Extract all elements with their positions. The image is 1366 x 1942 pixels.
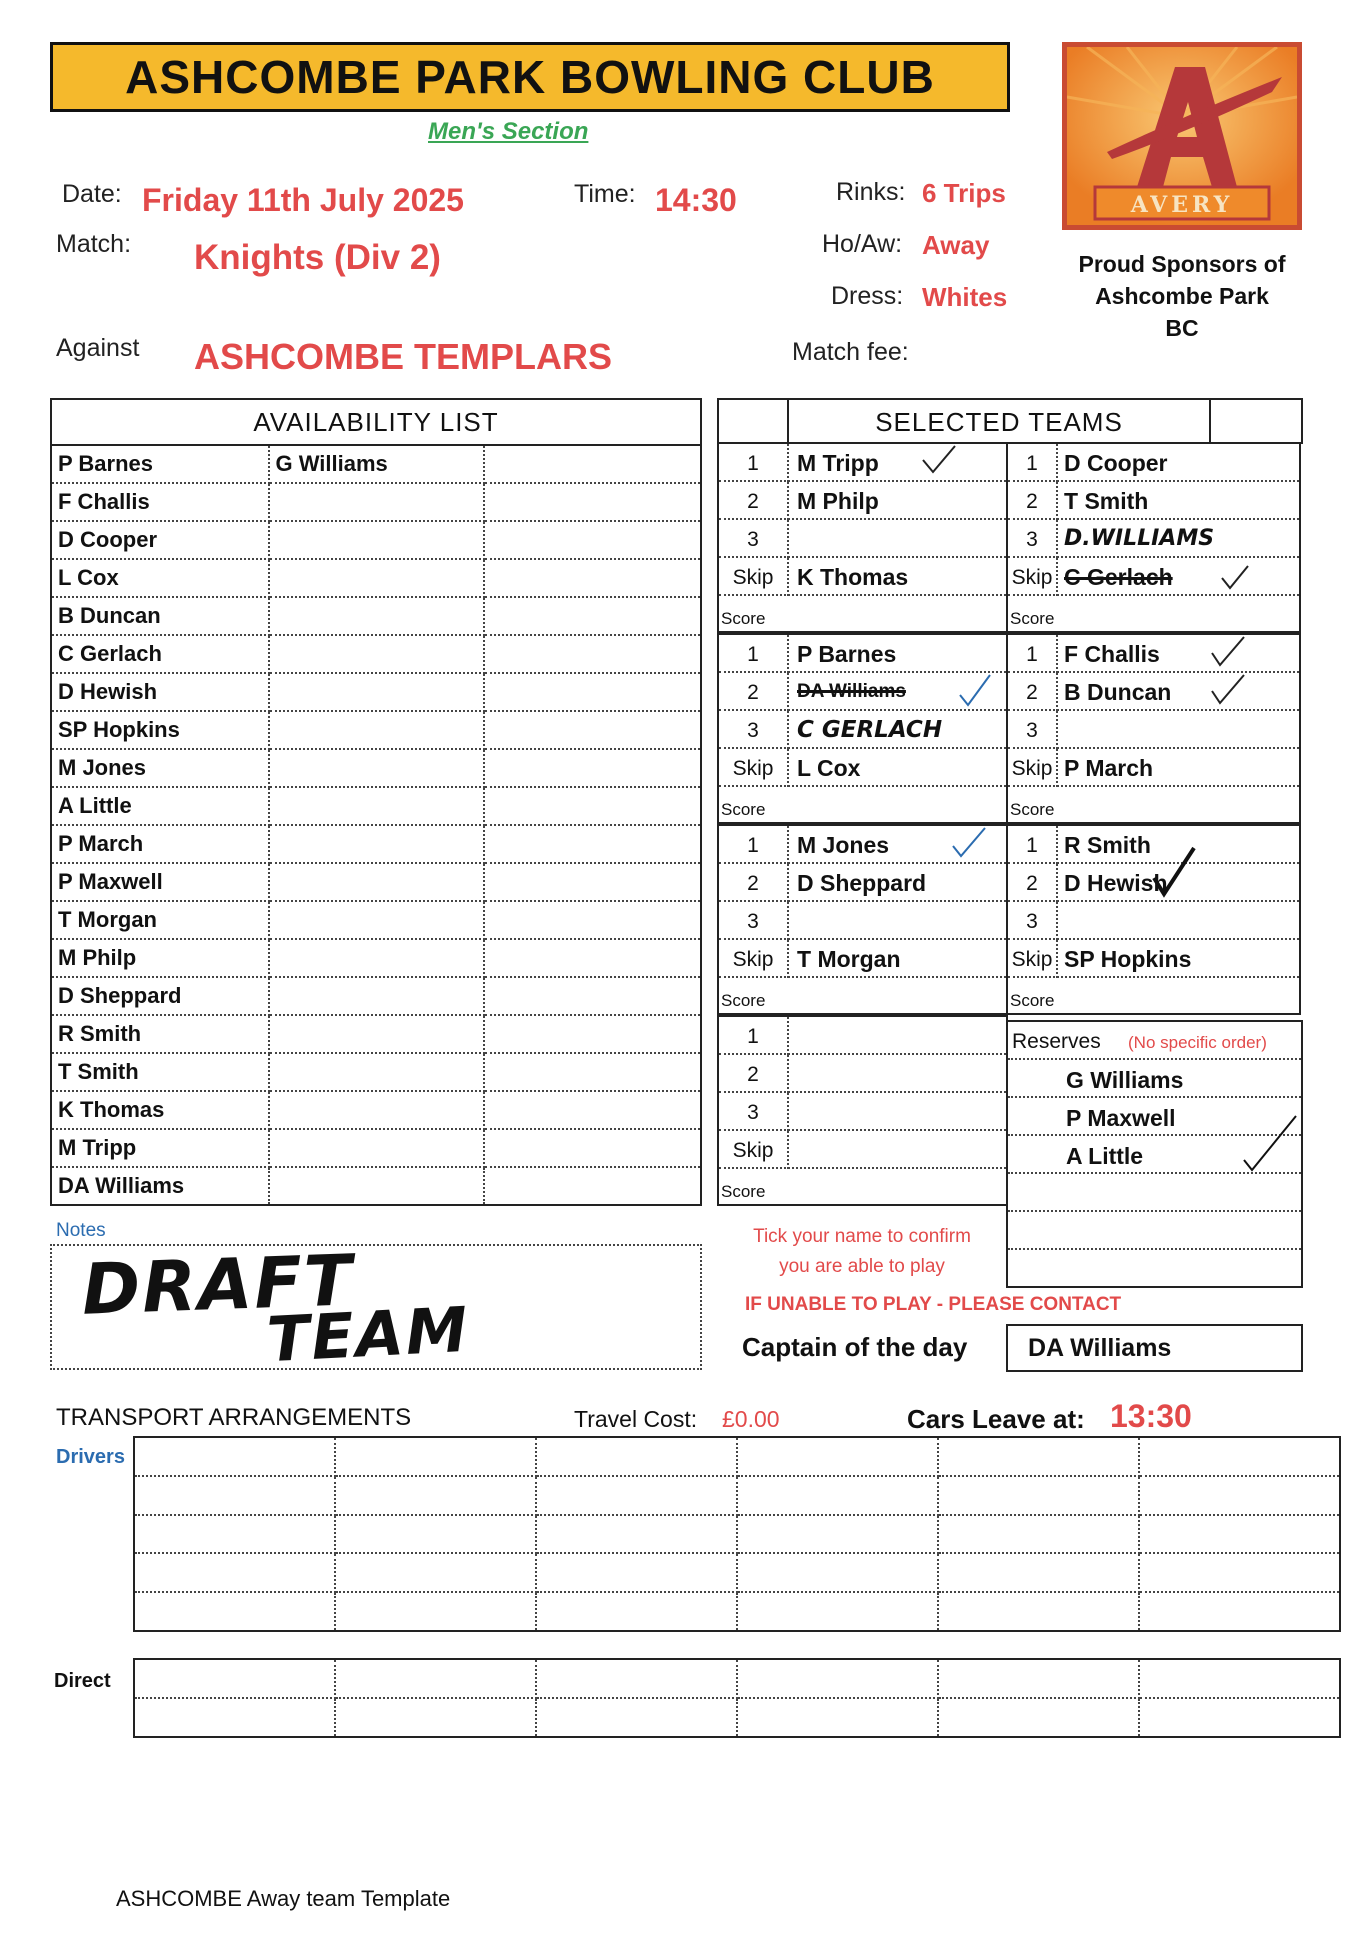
availability-cell bbox=[484, 787, 701, 825]
availability-cell bbox=[269, 597, 484, 635]
availability-row bbox=[51, 1091, 701, 1129]
availability-cell: K Thomas bbox=[51, 1091, 269, 1129]
availability-row bbox=[51, 1129, 701, 1167]
availability-cell bbox=[269, 939, 484, 977]
rink-4-skip: P March bbox=[1064, 755, 1154, 781]
availability-row bbox=[51, 521, 701, 559]
captain-label: Captain of the day bbox=[742, 1332, 968, 1362]
availability-cell bbox=[484, 901, 701, 939]
rink-2-player-2: T Smith bbox=[1064, 488, 1149, 514]
selected-teams-header bbox=[717, 398, 1303, 444]
availability-row bbox=[51, 977, 701, 1015]
availability-cell bbox=[484, 825, 701, 863]
rink-6-skip: SP Hopkins bbox=[1064, 946, 1192, 972]
sponsor-caption-line1: Proud Sponsors of bbox=[1078, 251, 1286, 277]
confirm-line2: you are able to play bbox=[779, 1256, 945, 1277]
availability-cell: L Cox bbox=[51, 559, 269, 597]
availability-cell bbox=[484, 711, 701, 749]
cars-leave-label: Cars Leave at: bbox=[907, 1404, 1085, 1434]
availability-cell: C Gerlach bbox=[51, 635, 269, 673]
position-3-label: 3 bbox=[719, 711, 789, 749]
rink-4-player-2: B Duncan bbox=[1064, 679, 1172, 705]
checkmark-icon bbox=[1218, 562, 1252, 592]
availability-row bbox=[51, 749, 701, 787]
availability-row bbox=[51, 1167, 701, 1205]
reserve-4 bbox=[1008, 1174, 1301, 1212]
availability-cell: P Maxwell bbox=[51, 863, 269, 901]
sponsor-logo-graphic bbox=[1067, 47, 1297, 225]
position-1-label: 1 bbox=[1008, 826, 1058, 864]
sponsor-caption-line2: Ashcombe Park bbox=[1095, 283, 1269, 309]
position-3-label: 3 bbox=[719, 520, 789, 558]
availability-cell bbox=[484, 635, 701, 673]
score-label: Score bbox=[1010, 991, 1055, 1010]
availability-row bbox=[51, 597, 701, 635]
availability-cell bbox=[484, 483, 701, 521]
sponsor-caption bbox=[1052, 248, 1312, 344]
position-3-label: 3 bbox=[1008, 520, 1058, 558]
captain-value: DA Williams bbox=[1006, 1324, 1303, 1372]
position-1-label: 1 bbox=[719, 1017, 789, 1055]
section-subtitle: Men's Section bbox=[428, 118, 589, 145]
score-label: Score bbox=[1010, 800, 1055, 819]
availability-cell: G Williams bbox=[269, 445, 484, 483]
dress-label: Dress: bbox=[831, 282, 904, 310]
skip-label: Skip bbox=[1008, 749, 1058, 787]
rink-2 bbox=[1006, 442, 1301, 633]
position-2-label: 2 bbox=[719, 482, 789, 520]
drivers-label: Drivers bbox=[56, 1446, 125, 1468]
checkmark-icon bbox=[954, 673, 994, 709]
unable-to-play-notice: IF UNABLE TO PLAY - PLEASE CONTACT bbox=[745, 1294, 1122, 1315]
rinks-label: Rinks: bbox=[836, 178, 906, 206]
availability-cell bbox=[484, 445, 701, 483]
availability-row bbox=[51, 483, 701, 521]
checkmark-icon bbox=[1208, 673, 1248, 707]
match-label: Match: bbox=[56, 230, 132, 258]
match-fee-label: Match fee: bbox=[792, 338, 909, 366]
rink-6 bbox=[1006, 824, 1301, 1015]
availability-cell bbox=[269, 901, 484, 939]
availability-cell: B Duncan bbox=[51, 597, 269, 635]
availability-cell bbox=[484, 1129, 701, 1167]
skip-label: Skip bbox=[719, 558, 789, 596]
reserve-2: P Maxwell bbox=[1008, 1098, 1301, 1136]
availability-cell bbox=[484, 1053, 701, 1091]
availability-row bbox=[51, 787, 701, 825]
rink-5 bbox=[717, 824, 1008, 1015]
availability-cell bbox=[269, 1091, 484, 1129]
availability-cell: M Tripp bbox=[51, 1129, 269, 1167]
availability-cell: D Sheppard bbox=[51, 977, 269, 1015]
availability-cell bbox=[269, 825, 484, 863]
time-value: 14:30 bbox=[655, 182, 737, 218]
availability-cell bbox=[484, 673, 701, 711]
match-value: Knights (Div 2) bbox=[194, 238, 441, 277]
rink-6-player-1: R Smith bbox=[1064, 832, 1151, 858]
availability-cell bbox=[269, 1167, 484, 1205]
availability-cell: D Hewish bbox=[51, 673, 269, 711]
availability-row bbox=[51, 635, 701, 673]
skip-label: Skip bbox=[1008, 558, 1058, 596]
rink-5-player-1: M Jones bbox=[797, 832, 890, 858]
reserves-note: (No specific order) bbox=[1128, 1033, 1267, 1052]
availability-cell bbox=[484, 749, 701, 787]
confirm-instructions bbox=[717, 1222, 1007, 1282]
drivers-table bbox=[133, 1436, 1341, 1632]
rink-1 bbox=[717, 442, 1008, 633]
club-title: ASHCOMBE PARK BOWLING CLUB bbox=[125, 51, 935, 103]
availability-row bbox=[51, 1015, 701, 1053]
availability-cell bbox=[269, 521, 484, 559]
availability-row bbox=[51, 711, 701, 749]
against-value: ASHCOMBE TEMPLARS bbox=[194, 336, 613, 377]
availability-cell bbox=[484, 977, 701, 1015]
position-3-label: 3 bbox=[719, 1093, 789, 1131]
position-2-label: 2 bbox=[719, 673, 789, 711]
availability-cell bbox=[269, 977, 484, 1015]
availability-row bbox=[51, 825, 701, 863]
checkmark-icon bbox=[1208, 635, 1248, 669]
rink-6-player-2: D Hewish bbox=[1064, 870, 1168, 896]
date-label: Date: bbox=[62, 180, 122, 208]
travel-cost-value: £0.00 bbox=[722, 1406, 780, 1432]
transport-heading: TRANSPORT ARRANGEMENTS bbox=[56, 1404, 412, 1431]
availability-cell: F Challis bbox=[51, 483, 269, 521]
position-3-label: 3 bbox=[719, 902, 789, 940]
availability-cell bbox=[484, 1015, 701, 1053]
availability-cell: P Barnes bbox=[51, 445, 269, 483]
rink-1-skip: K Thomas bbox=[797, 564, 909, 590]
reserves-label: Reserves bbox=[1012, 1030, 1101, 1053]
availability-cell: M Jones bbox=[51, 749, 269, 787]
availability-cell bbox=[484, 863, 701, 901]
availability-heading: AVAILABILITY LIST bbox=[51, 399, 701, 445]
availability-row bbox=[51, 939, 701, 977]
score-label: Score bbox=[1010, 609, 1055, 628]
reserves-header bbox=[1008, 1022, 1301, 1060]
notes-handwritten-line1: DRAFT bbox=[80, 1239, 356, 1331]
position-3-label: 3 bbox=[1008, 902, 1058, 940]
position-1-label: 1 bbox=[719, 444, 789, 482]
score-label: Score bbox=[721, 609, 766, 628]
reserves-box bbox=[1006, 1020, 1303, 1288]
availability-cell bbox=[269, 749, 484, 787]
template-name: ASHCOMBE Away team Template bbox=[116, 1886, 451, 1911]
home-away-value: Away bbox=[922, 230, 990, 260]
availability-cell bbox=[484, 597, 701, 635]
availability-cell bbox=[269, 1053, 484, 1091]
rink-4-player-1: F Challis bbox=[1064, 641, 1160, 667]
checkmark-icon bbox=[1240, 1108, 1300, 1178]
position-1-label: 1 bbox=[1008, 444, 1058, 482]
availability-row bbox=[51, 901, 701, 939]
availability-cell: T Smith bbox=[51, 1053, 269, 1091]
rink-7 bbox=[717, 1015, 1008, 1206]
availability-cell bbox=[484, 521, 701, 559]
reserve-3: A Little bbox=[1008, 1136, 1301, 1174]
against-label: Against bbox=[56, 334, 140, 362]
availability-cell bbox=[269, 673, 484, 711]
score-label: Score bbox=[721, 800, 766, 819]
score-label: Score bbox=[721, 991, 766, 1010]
sponsor-caption-line3: BC bbox=[1165, 315, 1199, 341]
skip-label: Skip bbox=[719, 1131, 789, 1169]
availability-cell: M Philp bbox=[51, 939, 269, 977]
checkmark-icon bbox=[949, 826, 989, 860]
rink-5-player-2: D Sheppard bbox=[797, 870, 927, 896]
rink-4 bbox=[1006, 633, 1301, 824]
skip-label: Skip bbox=[719, 940, 789, 978]
availability-cell bbox=[484, 939, 701, 977]
dress-value: Whites bbox=[922, 282, 1008, 312]
notes-label: Notes bbox=[56, 1220, 106, 1241]
availability-cell bbox=[484, 1167, 701, 1205]
time-label: Time: bbox=[574, 180, 636, 208]
skip-label: Skip bbox=[719, 749, 789, 787]
reserve-5 bbox=[1008, 1212, 1301, 1250]
availability-cell bbox=[484, 559, 701, 597]
rink-3-player-1: P Barnes bbox=[797, 641, 897, 667]
rink-2-skip-struck: C Gerlach bbox=[1064, 564, 1173, 590]
availability-cell: D Cooper bbox=[51, 521, 269, 559]
rink-2-player-1: D Cooper bbox=[1064, 450, 1168, 476]
rink-3-player-3-handwritten: C GERLACH bbox=[797, 717, 943, 743]
availability-row bbox=[51, 559, 701, 597]
availability-row bbox=[51, 1053, 701, 1091]
notes-handwritten-line2: TEAM bbox=[265, 1292, 472, 1377]
skip-label: Skip bbox=[1008, 940, 1058, 978]
availability-row bbox=[51, 863, 701, 901]
notes-box bbox=[50, 1239, 702, 1377]
position-3-label: 3 bbox=[1008, 711, 1058, 749]
position-1-label: 1 bbox=[719, 826, 789, 864]
availability-cell bbox=[269, 787, 484, 825]
rink-5-skip: T Morgan bbox=[797, 946, 901, 972]
sponsor-logo bbox=[1062, 42, 1302, 230]
position-2-label: 2 bbox=[1008, 482, 1058, 520]
availability-cell: T Morgan bbox=[51, 901, 269, 939]
rink-1-player-1: M Tripp bbox=[797, 450, 879, 476]
rink-3 bbox=[717, 633, 1008, 824]
checkmark-icon bbox=[1148, 844, 1198, 900]
rink-2-player-3-handwritten: D.WILLIAMS bbox=[1064, 526, 1215, 551]
availability-cell: P March bbox=[51, 825, 269, 863]
position-1-label: 1 bbox=[719, 635, 789, 673]
availability-cell bbox=[269, 711, 484, 749]
position-2-label: 2 bbox=[719, 1055, 789, 1093]
rinks-value: 6 Trips bbox=[922, 178, 1006, 208]
sponsor-logo-text: AVERY bbox=[1130, 192, 1234, 218]
availability-body bbox=[51, 445, 701, 1205]
availability-cell: A Little bbox=[51, 787, 269, 825]
position-2-label: 2 bbox=[1008, 673, 1058, 711]
rink-3-skip: L Cox bbox=[797, 755, 861, 781]
availability-cell bbox=[269, 863, 484, 901]
availability-cell bbox=[269, 1129, 484, 1167]
availability-row bbox=[51, 673, 701, 711]
club-title-banner bbox=[50, 42, 1010, 112]
availability-cell bbox=[484, 1091, 701, 1129]
confirm-line1: Tick your name to confirm bbox=[753, 1226, 971, 1247]
selected-teams-heading: SELECTED TEAMS bbox=[789, 400, 1211, 444]
cars-leave-value: 13:30 bbox=[1110, 1398, 1192, 1434]
position-2-label: 2 bbox=[1008, 864, 1058, 902]
availability-cell: DA Williams bbox=[51, 1167, 269, 1205]
home-away-label: Ho/Aw: bbox=[822, 230, 903, 258]
score-label: Score bbox=[721, 1182, 766, 1201]
availability-cell: SP Hopkins bbox=[51, 711, 269, 749]
reserve-1: G Williams bbox=[1008, 1060, 1301, 1098]
travel-cost-label: Travel Cost: bbox=[574, 1406, 698, 1432]
position-1-label: 1 bbox=[1008, 635, 1058, 673]
rink-1-player-2: M Philp bbox=[797, 488, 879, 514]
position-2-label: 2 bbox=[719, 864, 789, 902]
availability-cell bbox=[269, 559, 484, 597]
checkmark-icon bbox=[919, 444, 959, 476]
date-value: Friday 11th July 2025 bbox=[142, 182, 464, 218]
availability-cell: R Smith bbox=[51, 1015, 269, 1053]
availability-row bbox=[51, 445, 701, 483]
availability-table bbox=[50, 398, 702, 1206]
direct-table bbox=[133, 1658, 1341, 1738]
availability-cell bbox=[269, 635, 484, 673]
availability-cell bbox=[269, 1015, 484, 1053]
direct-label: Direct bbox=[54, 1670, 111, 1692]
rink-3-player-2-struck: DA Williams bbox=[797, 681, 906, 702]
availability-cell bbox=[269, 483, 484, 521]
